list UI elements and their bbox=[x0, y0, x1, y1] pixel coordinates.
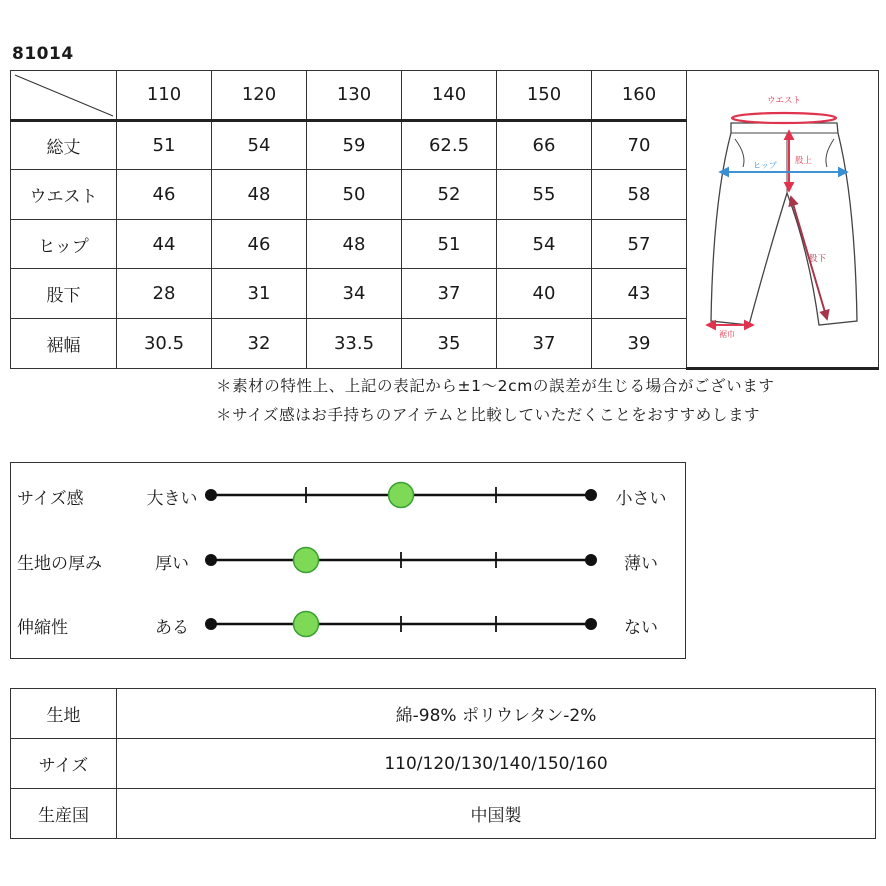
diagonal-corner-cell bbox=[11, 71, 117, 121]
size-cell: 35 bbox=[402, 318, 497, 368]
scale-end-dot bbox=[585, 489, 597, 501]
feel-left-label: ある bbox=[155, 618, 189, 638]
scale-end-dot bbox=[205, 618, 217, 630]
note-compare: ＊サイズ感はお手持ちのアイテムと比較していただくことをおすすめします bbox=[216, 406, 761, 424]
size-header: 120 bbox=[212, 71, 307, 121]
size-cell: 48 bbox=[307, 219, 402, 269]
size-header: 150 bbox=[497, 71, 592, 121]
inseam-label: 股下 bbox=[809, 254, 827, 264]
size-cell: 39 bbox=[592, 318, 687, 368]
size-cell: 30.5 bbox=[117, 318, 212, 368]
size-cell: 40 bbox=[497, 269, 592, 319]
waist-label: ウエスト bbox=[766, 96, 802, 106]
scale-marker bbox=[294, 612, 319, 637]
product-code: 81014 bbox=[12, 44, 74, 64]
hip-label: ヒップ bbox=[753, 161, 777, 170]
hem-label: 裾巾 bbox=[719, 330, 735, 339]
size-cell: 51 bbox=[402, 219, 497, 269]
material-row bbox=[11, 739, 876, 789]
material-table bbox=[10, 688, 876, 839]
feel-row-thickness bbox=[11, 545, 687, 575]
pants-diagram-icon bbox=[687, 71, 879, 369]
material-row bbox=[11, 689, 876, 739]
row-label: 総丈 bbox=[11, 120, 117, 170]
material-value: 綿-98% ポリウレタン-2% bbox=[117, 689, 876, 739]
scale-marker bbox=[389, 483, 414, 508]
scale-marker bbox=[294, 548, 319, 573]
row-label: 股下 bbox=[11, 269, 117, 319]
size-cell: 62.5 bbox=[402, 120, 497, 170]
size-cell: 34 bbox=[307, 269, 402, 319]
size-cell: 50 bbox=[307, 170, 402, 220]
feel-scale bbox=[201, 609, 601, 639]
size-header: 130 bbox=[307, 71, 402, 121]
size-cell: 57 bbox=[592, 219, 687, 269]
feel-scale bbox=[201, 545, 601, 575]
scale-end-dot bbox=[205, 489, 217, 501]
material-row bbox=[11, 789, 876, 839]
scale-end-dot bbox=[585, 554, 597, 566]
size-cell: 52 bbox=[402, 170, 497, 220]
size-cell: 66 bbox=[497, 120, 592, 170]
size-cell: 37 bbox=[497, 318, 592, 368]
feel-panel bbox=[10, 462, 686, 659]
feel-right-label: ない bbox=[624, 618, 658, 638]
diagonal-line-icon bbox=[11, 71, 117, 120]
feel-label: サイズ感 bbox=[17, 489, 84, 509]
size-cell: 46 bbox=[212, 219, 307, 269]
row-label: ウエスト bbox=[11, 170, 117, 220]
feel-right-label: 小さい bbox=[615, 489, 667, 509]
pants-illustration bbox=[687, 71, 879, 369]
notes bbox=[216, 372, 774, 430]
material-key: サイズ bbox=[11, 739, 117, 789]
size-cell: 59 bbox=[307, 120, 402, 170]
size-cell: 32 bbox=[212, 318, 307, 368]
material-value: 中国製 bbox=[117, 789, 876, 839]
size-header: 160 bbox=[592, 71, 687, 121]
rise-label: 股上 bbox=[795, 156, 813, 166]
feel-left-label: 大きい bbox=[146, 489, 198, 509]
material-value: 110/120/130/140/150/160 bbox=[117, 739, 876, 789]
feel-label: 伸縮性 bbox=[17, 618, 68, 638]
feel-left-label: 厚い bbox=[155, 554, 189, 574]
row-label: ヒップ bbox=[11, 219, 117, 269]
material-key: 生地 bbox=[11, 689, 117, 739]
size-cell: 44 bbox=[117, 219, 212, 269]
size-table bbox=[10, 70, 879, 370]
size-cell: 46 bbox=[117, 170, 212, 220]
feel-row-stretch bbox=[11, 609, 687, 639]
size-cell: 54 bbox=[497, 219, 592, 269]
material-key: 生産国 bbox=[11, 789, 117, 839]
size-header: 140 bbox=[402, 71, 497, 121]
size-cell: 33.5 bbox=[307, 318, 402, 368]
scale-end-dot bbox=[205, 554, 217, 566]
feel-scale bbox=[201, 480, 601, 510]
size-header-row bbox=[11, 71, 879, 121]
size-cell: 58 bbox=[592, 170, 687, 220]
size-cell: 55 bbox=[497, 170, 592, 220]
size-cell: 54 bbox=[212, 120, 307, 170]
note-tolerance: ＊素材の特性上、上記の表記から±1～2cmの誤差が生じる場合がございます bbox=[216, 377, 775, 395]
size-cell: 28 bbox=[117, 269, 212, 319]
feel-row-size bbox=[11, 480, 687, 510]
scale-end-dot bbox=[585, 618, 597, 630]
size-header: 110 bbox=[117, 71, 212, 121]
feel-label: 生地の厚み bbox=[17, 554, 102, 574]
row-label: 裾幅 bbox=[11, 318, 117, 368]
size-cell: 70 bbox=[592, 120, 687, 170]
feel-right-label: 薄い bbox=[624, 554, 658, 574]
size-cell: 48 bbox=[212, 170, 307, 220]
size-cell: 51 bbox=[117, 120, 212, 170]
size-cell: 43 bbox=[592, 269, 687, 319]
size-cell: 31 bbox=[212, 269, 307, 319]
size-cell: 37 bbox=[402, 269, 497, 319]
